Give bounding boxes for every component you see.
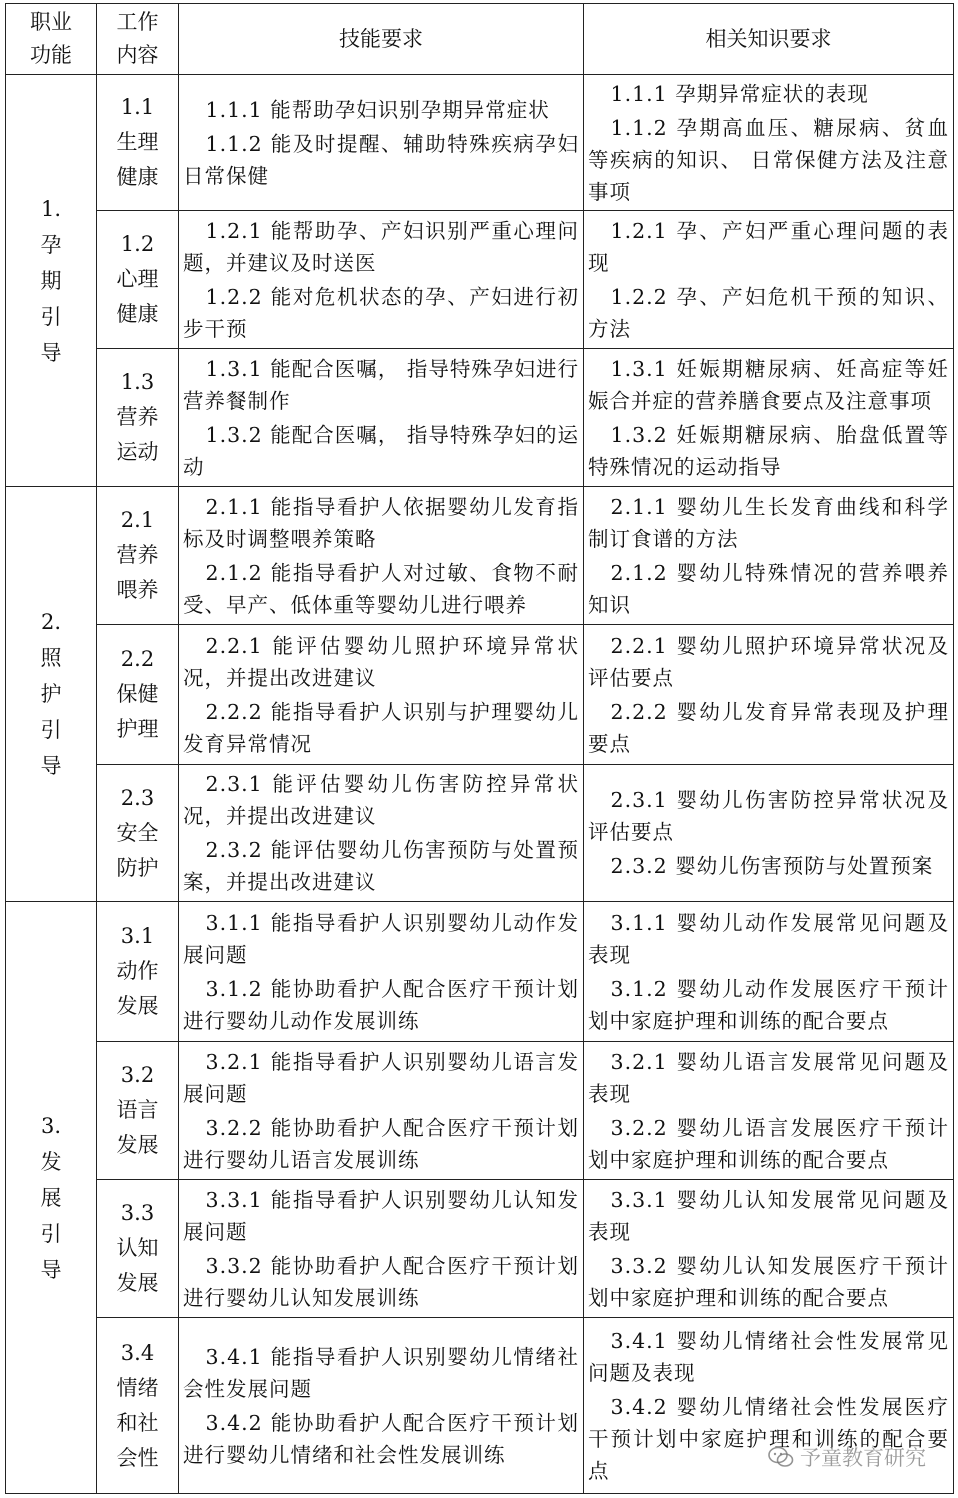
function-cell xyxy=(6,902,97,1494)
skill-item: 3.1.1 能指导看护人识别婴幼儿动作发展问题 xyxy=(183,910,579,967)
work-cell xyxy=(97,625,179,765)
knowledge-cell xyxy=(584,1180,954,1318)
knowledge-item: 1.3.1 妊娠期糖尿病、妊高症等妊娠合并症的营养膳食要点及注意事项 xyxy=(588,356,949,413)
header-function-line: 功能 xyxy=(30,43,72,67)
table-row xyxy=(6,487,954,625)
function-char: 引 xyxy=(40,304,62,329)
function-char: 引 xyxy=(40,718,62,742)
skill-item: 3.2.1 能指导看护人识别婴幼儿语言发展问题 xyxy=(183,1049,579,1106)
table-body xyxy=(6,75,954,1494)
work-cell xyxy=(97,902,179,1042)
work-line: 发展 xyxy=(116,994,159,1018)
function-char: 导 xyxy=(40,754,62,778)
work-line: 健康 xyxy=(116,302,159,326)
skill-cell xyxy=(179,487,584,625)
work-cell xyxy=(97,1180,179,1318)
skill-item: 2.3.1 能评估婴幼儿伤害防控异常状况，并提出改进建议 xyxy=(183,772,579,828)
work-line: 2.2 xyxy=(120,647,155,671)
table-row xyxy=(6,75,954,211)
knowledge-item: 3.3.1 婴幼儿认知发展常见问题及表现 xyxy=(588,1187,949,1244)
knowledge-item: 2.3.1 婴幼儿伤害防控异常状况及评估要点 xyxy=(588,788,949,844)
skill-item: 1.2.1 能帮助孕、产妇识别严重心理问题，并建议及时送医 xyxy=(183,218,579,275)
work-line: 护理 xyxy=(116,717,159,741)
work-line: 2.3 xyxy=(120,785,155,810)
knowledge-item: 1.1.2 孕期高血压、糖尿病、贫血等疾病的知识、 日常保健方法及注意事项 xyxy=(588,115,949,204)
work-line: 情绪 xyxy=(116,1375,159,1400)
skill-cell xyxy=(179,1042,584,1180)
work-line: 喂养 xyxy=(116,578,159,602)
skill-cell xyxy=(179,75,584,211)
work-line: 运动 xyxy=(116,440,159,464)
skill-item: 3.4.1 能指导看护人识别婴幼儿情绪社会性发展问题 xyxy=(183,1344,579,1401)
knowledge-cell xyxy=(584,487,954,625)
work-line: 1.3 xyxy=(120,370,155,394)
work-cell xyxy=(97,1318,179,1494)
skill-cell xyxy=(179,211,584,349)
work-line: 心理 xyxy=(116,267,159,291)
knowledge-item: 2.1.2 婴幼儿特殊情况的营养喂养知识 xyxy=(588,560,949,617)
work-cell xyxy=(97,487,179,625)
work-line: 发展 xyxy=(116,1133,159,1157)
knowledge-item: 1.3.2 妊娠期糖尿病、胎盘低置等特殊情况的运动指导 xyxy=(588,422,949,479)
skill-item: 3.4.2 能协助看护人配合医疗干预计划进行婴幼儿情绪和社会性发展训练 xyxy=(183,1410,579,1467)
function-char: 发 xyxy=(40,1149,62,1174)
knowledge-cell xyxy=(584,211,954,349)
knowledge-cell xyxy=(584,349,954,487)
skill-cell xyxy=(179,1318,584,1494)
knowledge-cell xyxy=(584,1042,954,1180)
function-char: 引 xyxy=(40,1221,62,1246)
knowledge-cell xyxy=(584,625,954,765)
function-char: 导 xyxy=(40,1257,62,1282)
skill-item: 1.1.2 能及时提醒、辅助特殊疾病孕妇日常保健 xyxy=(183,131,579,188)
knowledge-item: 3.4.2 婴幼儿情绪社会性发展医疗干预计划中家庭护理和训练的配合要点 xyxy=(588,1394,949,1483)
function-char: 2. xyxy=(40,610,62,634)
work-line: 营养 xyxy=(116,543,159,567)
work-cell xyxy=(97,1042,179,1180)
header-work-line: 内容 xyxy=(116,43,159,67)
skill-item: 1.3.2 能配合医嘱， 指导特殊孕妇的运动 xyxy=(183,422,579,479)
knowledge-cell xyxy=(584,75,954,211)
knowledge-item: 3.4.1 婴幼儿情绪社会性发展常见问题及表现 xyxy=(588,1328,949,1385)
table-row xyxy=(6,765,954,902)
table-row xyxy=(6,1042,954,1180)
work-line: 保健 xyxy=(116,682,159,706)
table-row xyxy=(6,1318,954,1494)
work-line: 语言 xyxy=(116,1098,159,1122)
work-line: 会性 xyxy=(116,1445,159,1470)
function-char: 展 xyxy=(40,1185,62,1210)
work-line: 发展 xyxy=(116,1271,159,1295)
work-line: 3.1 xyxy=(120,924,155,948)
header-skills: 技能要求 xyxy=(179,4,584,75)
work-line: 3.4 xyxy=(120,1340,155,1365)
table-row xyxy=(6,211,954,349)
knowledge-item: 1.2.1 孕、产妇严重心理问题的表现 xyxy=(588,218,949,275)
work-line: 营养 xyxy=(116,405,159,429)
skill-cell xyxy=(179,765,584,902)
function-cell xyxy=(6,75,97,487)
header-work xyxy=(97,4,179,75)
knowledge-item: 1.2.2 孕、产妇危机干预的知识、方法 xyxy=(588,284,949,341)
skill-item: 1.1.1 能帮助孕妇识别孕期异常症状 xyxy=(205,97,550,122)
header-function-line: 职业 xyxy=(30,10,72,34)
knowledge-item: 2.1.1 婴幼儿生长发育曲线和科学制订食谱的方法 xyxy=(588,494,949,551)
knowledge-item: 3.1.1 婴幼儿动作发展常见问题及表现 xyxy=(588,910,949,967)
header-function xyxy=(6,4,97,75)
skill-cell xyxy=(179,902,584,1042)
function-char: 孕 xyxy=(40,232,62,257)
work-cell xyxy=(97,75,179,211)
knowledge-item: 2.3.2 婴幼儿伤害预防与处置预案 xyxy=(610,854,934,878)
skill-item: 3.1.2 能协助看护人配合医疗干预计划进行婴幼儿动作发展训练 xyxy=(183,976,579,1033)
work-line: 2.1 xyxy=(120,508,155,532)
skill-item: 1.3.1 能配合医嘱， 指导特殊孕妇进行营养餐制作 xyxy=(183,356,579,413)
work-line: 3.3 xyxy=(120,1201,155,1225)
skill-item: 2.3.2 能评估婴幼儿伤害预防与处置预案，并提出改进建议 xyxy=(183,838,579,894)
skill-cell xyxy=(179,1180,584,1318)
work-line: 认知 xyxy=(116,1236,159,1260)
work-cell xyxy=(97,765,179,902)
function-char: 导 xyxy=(40,340,62,365)
skill-item: 2.1.1 能指导看护人依据婴幼儿发育指标及时调整喂养策略 xyxy=(183,494,579,551)
header-work-line: 工作 xyxy=(116,10,159,34)
requirements-table xyxy=(5,3,954,1494)
skill-item: 2.1.2 能指导看护人对过敏、食物不耐受、早产、低体重等婴幼儿进行喂养 xyxy=(183,560,579,617)
work-line: 1.2 xyxy=(120,232,155,256)
work-line: 动作 xyxy=(116,959,159,983)
knowledge-cell xyxy=(584,1318,954,1494)
skill-cell xyxy=(179,349,584,487)
skill-item: 2.2.2 能指导看护人识别与护理婴幼儿发育异常情况 xyxy=(183,699,579,756)
knowledge-item: 3.2.1 婴幼儿语言发展常见问题及表现 xyxy=(588,1049,949,1106)
knowledge-cell xyxy=(584,902,954,1042)
table-row xyxy=(6,349,954,487)
knowledge-item: 3.1.2 婴幼儿动作发展医疗干预计划中家庭护理和训练的配合要点 xyxy=(588,976,949,1033)
knowledge-item: 2.2.2 婴幼儿发育异常表现及护理要点 xyxy=(588,699,949,756)
function-char: 期 xyxy=(40,268,62,293)
table-row xyxy=(6,625,954,765)
work-line: 防护 xyxy=(116,855,159,880)
table-header-row xyxy=(6,4,954,75)
skill-item: 1.2.2 能对危机状态的孕、产妇进行初步干预 xyxy=(183,284,579,341)
function-cell xyxy=(6,487,97,902)
function-char: 3. xyxy=(40,1113,62,1138)
work-cell xyxy=(97,211,179,349)
knowledge-cell xyxy=(584,765,954,902)
table-row xyxy=(6,1180,954,1318)
skill-item: 3.3.2 能协助看护人配合医疗干预计划进行婴幼儿认知发展训练 xyxy=(183,1253,579,1310)
skill-item: 3.3.1 能指导看护人识别婴幼儿认知发展问题 xyxy=(183,1187,579,1244)
work-line: 健康 xyxy=(116,165,159,189)
work-line: 和社 xyxy=(116,1410,159,1435)
work-cell xyxy=(97,349,179,487)
skill-cell xyxy=(179,625,584,765)
function-char: 照 xyxy=(40,646,62,670)
skill-item: 3.2.2 能协助看护人配合医疗干预计划进行婴幼儿语言发展训练 xyxy=(183,1115,579,1172)
knowledge-item: 3.3.2 婴幼儿认知发展医疗干预计划中家庭护理和训练的配合要点 xyxy=(588,1253,949,1310)
header-knowledge: 相关知识要求 xyxy=(584,4,954,75)
work-line: 3.2 xyxy=(120,1063,155,1087)
table-row xyxy=(6,902,954,1042)
function-char: 1. xyxy=(40,196,62,221)
knowledge-item: 1.1.1 孕期异常症状的表现 xyxy=(610,81,869,106)
skill-item: 2.2.1 能评估婴幼儿照护环境异常状况，并提出改进建议 xyxy=(183,633,579,690)
knowledge-item: 3.2.2 婴幼儿语言发展医疗干预计划中家庭护理和训练的配合要点 xyxy=(588,1115,949,1172)
work-line: 1.1 xyxy=(120,95,155,119)
function-char: 护 xyxy=(40,682,62,706)
knowledge-item: 2.2.1 婴幼儿照护环境异常状况及评估要点 xyxy=(588,633,949,690)
watermark-text: 予童教育研究 xyxy=(800,1446,926,1470)
work-line: 生理 xyxy=(116,130,159,154)
work-line: 安全 xyxy=(116,820,159,845)
